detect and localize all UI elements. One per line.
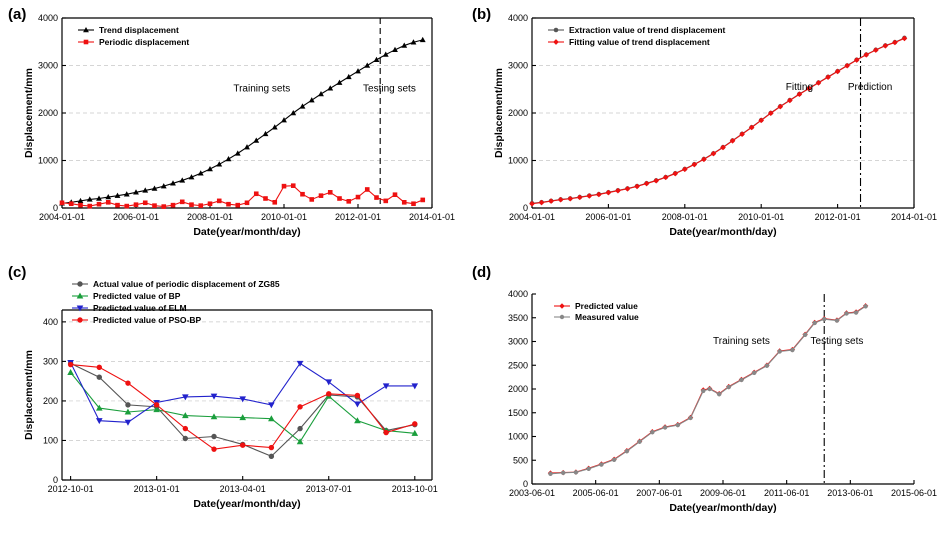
data-point: [420, 37, 425, 41]
y-tick-label: 200: [42, 396, 58, 407]
data-point: [126, 402, 131, 407]
data-point: [245, 201, 249, 205]
data-point: [402, 200, 406, 204]
legend-label: Predicted value: [575, 301, 638, 311]
data-point: [183, 426, 188, 431]
data-point: [384, 199, 388, 203]
data-point: [845, 312, 849, 316]
data-point: [226, 157, 231, 161]
y-tick-label: 400: [42, 317, 58, 328]
x-axis-title: Date(year/month/day): [669, 226, 777, 238]
data-point: [171, 203, 175, 207]
data-point: [69, 202, 73, 206]
data-point: [97, 375, 102, 380]
y-tick-label: 2500: [507, 360, 528, 371]
chart-d: [470, 262, 952, 540]
series-line: [71, 365, 415, 450]
data-point: [740, 378, 744, 382]
data-point: [355, 402, 361, 407]
annotation: Training sets: [233, 83, 291, 95]
data-point: [864, 304, 868, 308]
data-point: [291, 184, 295, 188]
data-point: [554, 40, 559, 45]
annotation: Fitting: [785, 82, 814, 94]
x-tick-label: 2006-01-01: [112, 212, 160, 222]
data-point: [269, 454, 274, 459]
data-point: [106, 200, 110, 204]
legend-label: Trend displacement: [99, 25, 179, 35]
data-point: [412, 202, 416, 206]
data-point: [298, 426, 303, 431]
y-tick-label: 0: [52, 203, 58, 214]
data-point: [752, 371, 756, 375]
series-line: [532, 38, 904, 203]
y-axis-title: Displacement/mm: [23, 68, 35, 158]
series-line: [71, 363, 415, 423]
legend-label: Predicted value of PSO-BP: [93, 315, 202, 325]
data-point: [663, 426, 667, 430]
x-tick-label: 2013-10-01: [391, 484, 438, 494]
data-point: [88, 204, 92, 208]
annotation: Training sets: [713, 335, 770, 347]
data-point: [298, 404, 303, 409]
y-tick-label: 1000: [507, 431, 528, 442]
panel-a-label: (a): [8, 6, 27, 23]
x-tick-label: 2006-01-01: [585, 212, 632, 222]
data-point: [356, 195, 360, 199]
data-point: [183, 436, 188, 441]
data-point: [701, 389, 705, 393]
data-point: [319, 194, 323, 198]
x-axis-title: Date(year/month/day): [193, 498, 301, 510]
chart-c: [0, 262, 470, 540]
legend-label: Measured value: [575, 312, 639, 322]
data-point: [549, 472, 553, 476]
data-point: [84, 40, 88, 44]
data-point: [365, 187, 369, 191]
panel-c: [0, 262, 470, 540]
x-tick-label: 2011-06-01: [763, 488, 810, 498]
data-point: [236, 203, 240, 207]
y-tick-label: 1000: [37, 155, 58, 166]
y-tick-label: 1000: [507, 155, 528, 166]
data-point: [212, 434, 217, 439]
x-tick-label: 2012-10-01: [47, 484, 94, 494]
data-point: [68, 362, 73, 367]
data-point: [676, 423, 680, 427]
data-point: [264, 197, 268, 201]
data-point: [587, 467, 591, 471]
y-tick-label: 2000: [507, 108, 528, 119]
data-point: [301, 192, 305, 196]
y-tick-label: 500: [512, 455, 528, 466]
data-point: [554, 28, 558, 32]
data-point: [708, 387, 712, 391]
data-point: [162, 205, 166, 209]
data-point: [638, 440, 642, 444]
legend-label: Fitting value of trend displacement: [569, 37, 710, 47]
chart-b: [470, 0, 952, 262]
legend-label: Predicted value of ELM: [93, 303, 187, 313]
x-tick-label: 2007-06-01: [636, 488, 683, 498]
y-tick-label: 2000: [507, 384, 528, 395]
y-tick-label: 300: [42, 356, 58, 367]
data-point: [134, 203, 138, 207]
y-tick-label: 4000: [37, 13, 58, 24]
data-point: [79, 203, 83, 207]
chart-a: [0, 0, 470, 262]
data-point: [199, 204, 203, 208]
data-point: [835, 319, 839, 323]
legend-label: Periodic displacement: [99, 37, 190, 47]
data-point: [154, 402, 159, 407]
y-axis-title: Displacement/mm: [23, 350, 35, 440]
data-point: [599, 463, 603, 467]
data-point: [68, 370, 74, 375]
panel-c-label: (c): [8, 264, 27, 281]
data-point: [560, 304, 565, 309]
y-tick-label: 3000: [507, 60, 528, 71]
data-point: [625, 449, 629, 453]
data-point: [790, 348, 794, 352]
panel-b-label: (b): [472, 6, 492, 23]
data-point: [375, 196, 379, 200]
data-point: [356, 69, 361, 73]
data-point: [125, 204, 129, 208]
x-tick-label: 2012-01-01: [334, 212, 382, 222]
data-point: [78, 282, 83, 287]
y-tick-label: 3500: [507, 312, 528, 323]
y-tick-label: 0: [522, 479, 528, 490]
x-axis-title: Date(year/month/day): [669, 502, 777, 514]
data-point: [383, 52, 388, 56]
data-point: [208, 167, 213, 171]
data-point: [282, 184, 286, 188]
data-point: [269, 445, 274, 450]
data-point: [561, 471, 565, 475]
data-point: [180, 200, 184, 204]
data-point: [421, 198, 425, 202]
x-tick-label: 2010-01-01: [260, 212, 308, 222]
data-point: [217, 199, 221, 203]
data-point: [560, 315, 564, 319]
y-tick-label: 0: [522, 203, 528, 214]
x-tick-label: 2013-04-01: [219, 484, 266, 494]
data-point: [326, 391, 331, 396]
x-tick-label: 2013-07-01: [305, 484, 352, 494]
data-point: [97, 202, 101, 206]
data-point: [190, 203, 194, 207]
data-point: [269, 403, 275, 408]
data-point: [328, 190, 332, 194]
x-tick-label: 2010-01-01: [738, 212, 785, 222]
y-tick-label: 0: [52, 475, 58, 486]
x-tick-label: 2004-01-01: [508, 212, 556, 222]
x-tick-label: 2013-06-01: [827, 488, 874, 498]
y-tick-label: 2000: [37, 108, 58, 119]
data-point: [78, 318, 83, 323]
data-point: [328, 86, 333, 90]
data-point: [612, 458, 616, 462]
x-tick-label: 2014-01-01: [890, 212, 938, 222]
data-point: [689, 416, 693, 420]
data-point: [822, 317, 826, 321]
data-point: [116, 203, 120, 207]
data-point: [393, 193, 397, 197]
data-point: [273, 200, 277, 204]
data-point: [803, 333, 807, 337]
x-axis-title: Date(year/month/day): [193, 226, 301, 238]
series-line: [71, 372, 415, 441]
data-point: [650, 430, 654, 434]
data-point: [240, 443, 245, 448]
data-point: [347, 199, 351, 203]
data-point: [346, 75, 351, 79]
data-point: [153, 204, 157, 208]
x-tick-label: 2004-01-01: [38, 212, 86, 222]
data-point: [574, 470, 578, 474]
x-tick-label: 2005-06-01: [572, 488, 619, 498]
y-tick-label: 4000: [507, 13, 528, 24]
data-point: [778, 350, 782, 354]
annotation: Testing sets: [810, 335, 864, 347]
data-point: [374, 57, 379, 61]
data-point: [337, 80, 342, 84]
y-tick-label: 3000: [37, 60, 58, 71]
data-point: [765, 364, 769, 368]
x-tick-label: 2008-01-01: [186, 212, 234, 222]
data-point: [217, 162, 222, 166]
data-point: [412, 421, 417, 426]
y-tick-label: 4000: [507, 289, 528, 300]
data-point: [717, 392, 721, 396]
x-tick-label: 2014-01-01: [408, 212, 456, 222]
y-tick-label: 3000: [507, 336, 528, 347]
x-tick-label: 2012-01-01: [814, 212, 861, 222]
y-tick-label: 100: [42, 435, 58, 446]
panel-a: [0, 0, 470, 262]
legend-label: Predicted value of BP: [93, 291, 181, 301]
data-point: [355, 393, 360, 398]
panel-b: [470, 0, 952, 262]
data-point: [126, 381, 131, 386]
panel-d-label: (d): [472, 264, 492, 281]
data-point: [854, 311, 858, 315]
x-tick-label: 2008-01-01: [661, 212, 708, 222]
data-point: [143, 201, 147, 205]
data-point: [208, 202, 212, 206]
x-tick-label: 2009-06-01: [699, 488, 747, 498]
data-point: [384, 430, 389, 435]
y-tick-label: 1500: [507, 407, 528, 418]
annotation: Testing sets: [363, 83, 416, 95]
data-point: [727, 385, 731, 389]
data-point: [212, 447, 217, 452]
data-point: [97, 365, 102, 370]
x-tick-label: 2003-06-01: [508, 488, 556, 498]
series-line: [62, 40, 423, 203]
data-point: [319, 92, 324, 96]
data-point: [310, 197, 314, 201]
y-axis-title: Displacement/mm: [493, 68, 505, 158]
panel-d: [470, 262, 952, 540]
data-point: [254, 192, 258, 196]
series-line: [532, 38, 904, 203]
data-point: [60, 201, 64, 205]
data-point: [227, 202, 231, 206]
annotation: Prediction: [847, 82, 893, 94]
x-tick-label: 2015-06-01: [890, 488, 938, 498]
legend-label: Actual value of periodic displacement of ZG85: [93, 279, 280, 289]
data-point: [813, 321, 817, 325]
x-tick-label: 2013-01-01: [133, 484, 180, 494]
data-point: [338, 197, 342, 201]
legend-label: Extraction value of trend displacement: [569, 25, 726, 35]
